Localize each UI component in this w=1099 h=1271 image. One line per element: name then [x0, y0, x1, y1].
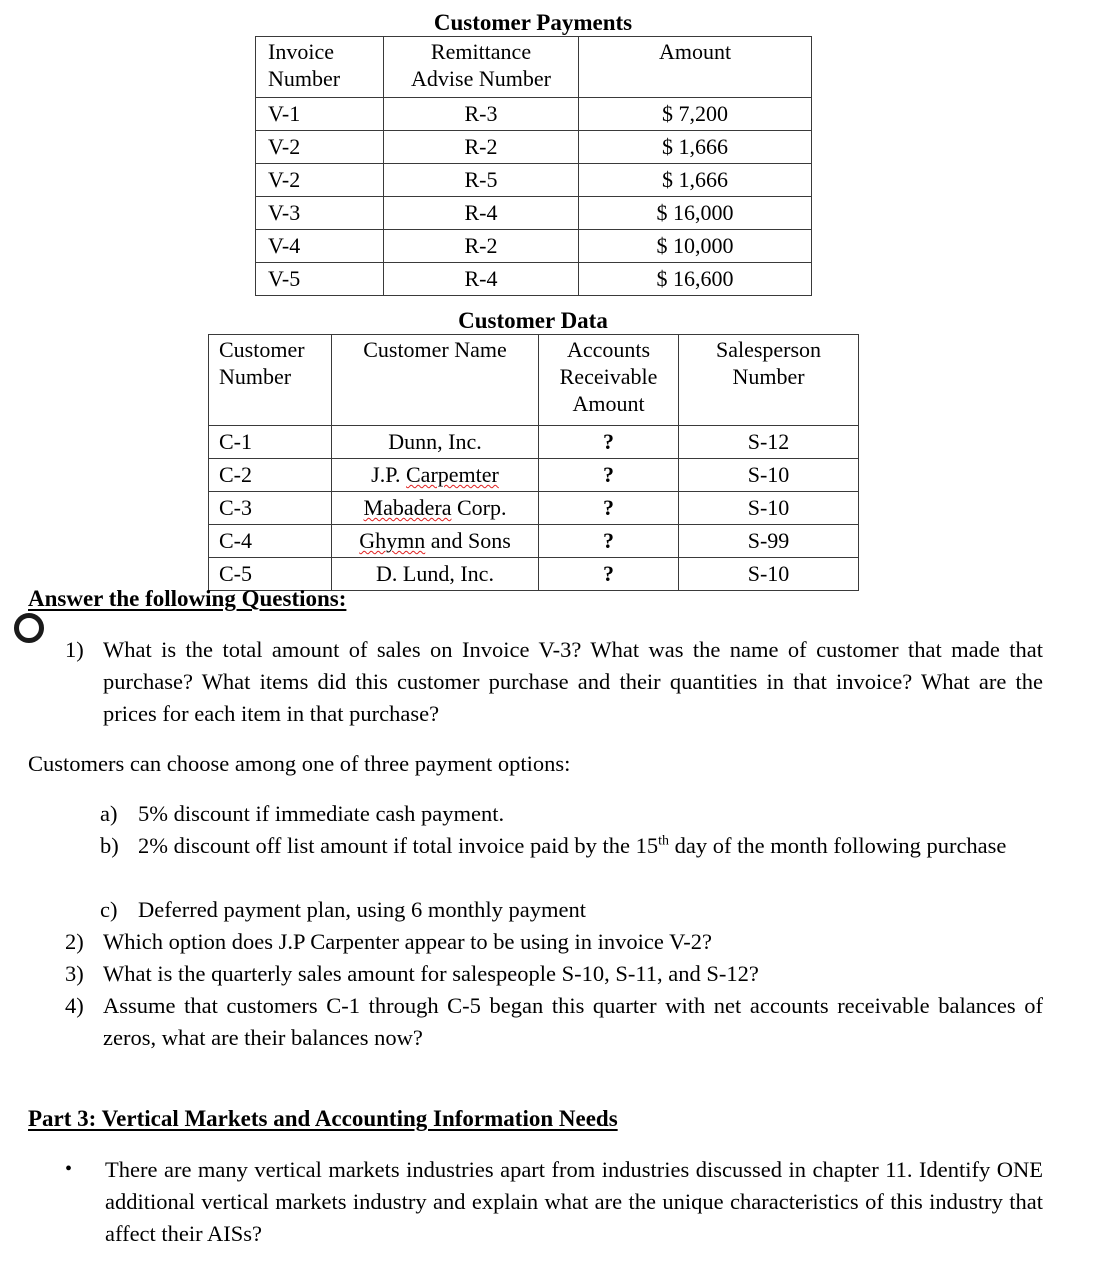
table-row [256, 197, 812, 230]
cell-customer-number: C-4 [209, 525, 332, 558]
cell-salesperson-number: S-12 [679, 426, 859, 459]
table-row [209, 525, 859, 558]
question-item-1 [65, 634, 1043, 730]
option-marker: b) [100, 833, 119, 858]
header-remittance-advise-number: Remittance Advise Number [384, 37, 579, 98]
option-text-after: day of the month following purchase [668, 833, 1007, 858]
cell-customer-name [332, 426, 539, 459]
part3-bullet-item [65, 1154, 1043, 1250]
customer-payments-title: Customer Payments [433, 10, 633, 35]
question-item-4 [65, 990, 1043, 1054]
option-text-before: 2% discount off list amount if total invoice paid by the 15 [138, 833, 659, 858]
customer-name-prefix: J.P. [371, 462, 406, 488]
question-text: Which option does J.P Carpenter appear to be using in invoice V-2? [103, 929, 713, 954]
cell-customer-number: C-1 [209, 426, 332, 459]
cell-invoice-number: V-1 [256, 98, 384, 131]
cell-customer-name [332, 525, 539, 558]
cell-customer-number: C-2 [209, 459, 332, 492]
cell-salesperson-number: S-10 [679, 558, 859, 591]
table-body [256, 98, 812, 296]
customer-data-title: Customer Data [458, 308, 608, 333]
cell-invoice-number: V-4 [256, 230, 384, 263]
customer-payments-section [255, 10, 811, 296]
question-marker: 2) [65, 929, 84, 954]
option-marker: a) [100, 801, 118, 826]
question-marker: 1) [65, 637, 84, 662]
cell-remittance-number: R-2 [384, 230, 579, 263]
option-text: Deferred payment plan, using 6 monthly payment [138, 897, 587, 922]
cell-invoice-number: V-2 [256, 164, 384, 197]
payment-option-b [100, 830, 1045, 862]
ring-bullet-icon [14, 613, 44, 643]
payment-option-c [100, 894, 1045, 926]
cell-salesperson-number: S-10 [679, 459, 859, 492]
header-accounts-receivable-amount: Accounts Receivable Amount [539, 335, 679, 426]
customer-name-text: Dunn, Inc. [388, 429, 482, 455]
table-body [209, 426, 859, 591]
table-row [256, 263, 812, 296]
table-row [256, 98, 812, 131]
cell-customer-name [332, 459, 539, 492]
cell-accounts-receivable: ? [539, 525, 679, 558]
bullet-icon: • [65, 1158, 73, 1180]
cell-remittance-number: R-4 [384, 197, 579, 230]
cell-accounts-receivable: ? [539, 558, 679, 591]
cell-remittance-number: R-2 [384, 131, 579, 164]
option-text [138, 830, 1045, 862]
payment-options-intro: Customers can choose among one of three payment options: [28, 751, 571, 776]
cell-invoice-number: V-3 [256, 197, 384, 230]
question-marker: 4) [65, 993, 84, 1018]
header-salesperson-number: Salesperson Number [679, 335, 859, 426]
cell-amount: $ 16,600 [579, 263, 812, 296]
question-text: Assume that customers C-1 through C-5 began this quarter with net accounts receivable balances of zeros, what are their balances now? [103, 993, 1043, 1050]
table-row [256, 230, 812, 263]
table-row [209, 426, 859, 459]
table-header [209, 335, 859, 426]
cell-amount: $ 7,200 [579, 98, 812, 131]
cell-remittance-number: R-3 [384, 98, 579, 131]
spellcheck-misspelled-word: Mabadera [363, 495, 452, 521]
table-row [256, 164, 812, 197]
customer-name-text: D. Lund, Inc. [376, 561, 494, 587]
question-text: What is the quarterly sales amount for salespeople S-10, S-11, and S-12? [103, 961, 759, 986]
customer-name-suffix: and Sons [425, 528, 511, 554]
table-row [209, 459, 859, 492]
cell-remittance-number: R-5 [384, 164, 579, 197]
question-item-2 [65, 926, 1043, 958]
customer-name-suffix: Corp. [451, 495, 507, 521]
question-marker: 3) [65, 961, 84, 986]
question-item-3 [65, 958, 1043, 990]
part3-heading: Part 3: Vertical Markets and Accounting Information Needs [28, 1106, 618, 1131]
cell-accounts-receivable: ? [539, 426, 679, 459]
cell-customer-name [332, 492, 539, 525]
cell-amount: $ 10,000 [579, 230, 812, 263]
table-row [256, 131, 812, 164]
cell-customer-name [332, 558, 539, 591]
answer-questions-heading: Answer the following Questions: [28, 586, 347, 611]
cell-invoice-number: V-2 [256, 131, 384, 164]
spellcheck-misspelled-word: Carpemter [406, 462, 499, 488]
part3-bullet-text: There are many vertical markets industries apart from industries discussed in chapter 11. Identify ONE additional vertical markets industry and explain what are the unique characteristics of this industry that affect their AISs? [105, 1157, 1043, 1246]
option-text: 5% discount if immediate cash payment. [138, 801, 505, 826]
table-row [209, 492, 859, 525]
cell-accounts-receivable: ? [539, 492, 679, 525]
table-header-row [256, 37, 812, 98]
cell-customer-number: C-5 [209, 558, 332, 591]
header-invoice-number: Invoice Number [256, 37, 384, 98]
cell-salesperson-number: S-99 [679, 525, 859, 558]
table-header [256, 37, 812, 98]
cell-accounts-receivable: ? [539, 459, 679, 492]
customer-data-table [208, 334, 859, 591]
customer-payments-table [255, 36, 812, 296]
payment-option-a [100, 798, 1045, 830]
header-amount: Amount [579, 37, 812, 98]
cell-remittance-number: R-4 [384, 263, 579, 296]
cell-customer-number: C-3 [209, 492, 332, 525]
cell-amount: $ 16,000 [579, 197, 812, 230]
option-marker: c) [100, 897, 118, 922]
cell-invoice-number: V-5 [256, 263, 384, 296]
spellcheck-misspelled-word: Ghymn [359, 528, 426, 554]
header-customer-name: Customer Name [332, 335, 539, 426]
cell-amount: $ 1,666 [579, 164, 812, 197]
cell-salesperson-number: S-10 [679, 492, 859, 525]
question-text: What is the total amount of sales on Invoice V-3? What was the name of customer that made that purchase? What items did this customer purchase and their quantities in that invoice? What are the prices for each item in that purchase? [103, 637, 1043, 726]
header-customer-number: Customer Number [209, 335, 332, 426]
customer-data-section [208, 308, 858, 591]
ordinal-suffix: th [658, 833, 669, 849]
table-header-row [209, 335, 859, 426]
cell-amount: $ 1,666 [579, 131, 812, 164]
